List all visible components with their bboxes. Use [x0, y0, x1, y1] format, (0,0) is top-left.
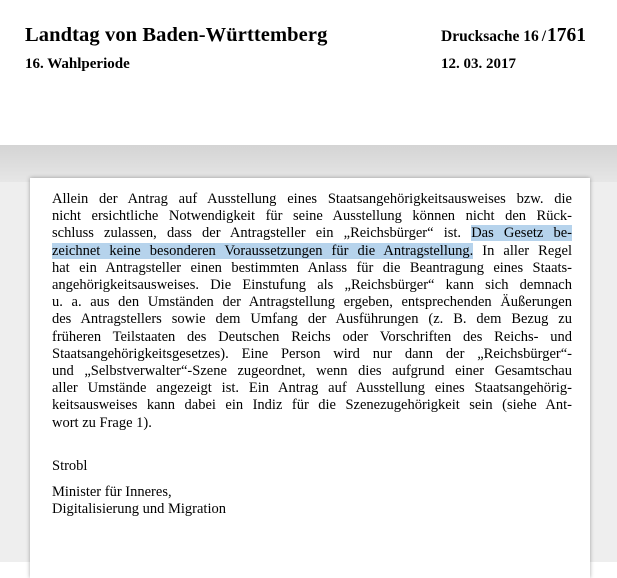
text-line: schluss zulassen, dass der Antragsteller ein „Reichsbürger“ ist. Das Gesetz be-	[52, 225, 573, 242]
text-line: keitsausweises kann dabei ein Indiz für die Szenezugehörigkeit sein (siehe Ant-	[52, 397, 572, 414]
drucksache-label: Drucksache 16	[441, 28, 539, 45]
parliament-name: Landtag von Baden-Württemberg	[25, 24, 328, 46]
viewer-background-right	[590, 182, 617, 562]
text-line: u. a. aus den Umständen der Antragstellung ergeben, entsprechenden Äußerungen	[52, 294, 572, 311]
text-line: und „Selbstverwalter“-Szene zugeordnet, wenn dies aufgrund einer Gesamtschau	[52, 363, 572, 380]
text-line: angehörigkeitsausweises. Die Einstufung als „Reichsbürger“ kann sich demnach	[52, 277, 572, 294]
text-line: früheren Teilstaaten des Deutschen Reichs oder Vorschriften des Reichs- und	[52, 328, 572, 345]
text-line: wort zu Frage 1).	[52, 414, 152, 431]
text-line: aller Umstände angezeigt ist. Ein Antrag auf Ausstellung eines Staatsangehörig-	[52, 380, 572, 397]
legislative-period: 16. Wahlperiode	[25, 56, 130, 72]
page-header	[0, 0, 617, 145]
text-line: zeichnet keine besonderen Voraussetzungen für die Antragstellung. In aller Regel	[52, 242, 572, 259]
text-line: hat ein Antragsteller einen bestimmten Anlass für die Beantragung eines Staats-	[52, 259, 572, 276]
signatory-title-line: Minister für Inneres,	[52, 484, 172, 500]
text-line: Allein der Antrag auf Ausstellung eines Staatsangehörigkeitsausweises bzw. die	[52, 191, 572, 207]
signatory-title	[52, 484, 226, 518]
selected-text[interactable]: zeichnet keine besonderen Voraussetzungen für die Antragstellung.	[52, 242, 474, 259]
drucksache-number: 1761	[547, 25, 587, 46]
drucksache-reference	[441, 25, 586, 47]
page-separator	[0, 145, 617, 182]
answer-paragraph[interactable]	[52, 191, 572, 432]
text-line: des Antragstellers sowie dem Umfang der Ausführungen (z. B. dem Bezug zu	[52, 311, 572, 328]
text-line: nicht ersichtliche Notwendigkeit für seine Ausstellung können nicht den Rück-	[52, 208, 572, 225]
drucksache-slash: /	[541, 28, 547, 45]
selected-text[interactable]: Das Gesetz be-	[471, 225, 573, 242]
viewer-background-left	[0, 182, 30, 562]
signatory-title-line: Digitalisierung und Migration	[52, 501, 226, 518]
text-line: Staatsangehörigkeitsgesetzes). Eine Person wird nur dann der „Reichsbürger“-	[52, 345, 572, 362]
document-date: 12. 03. 2017	[441, 56, 516, 72]
signatory-name: Strobl	[52, 458, 88, 474]
document-page	[30, 178, 590, 578]
